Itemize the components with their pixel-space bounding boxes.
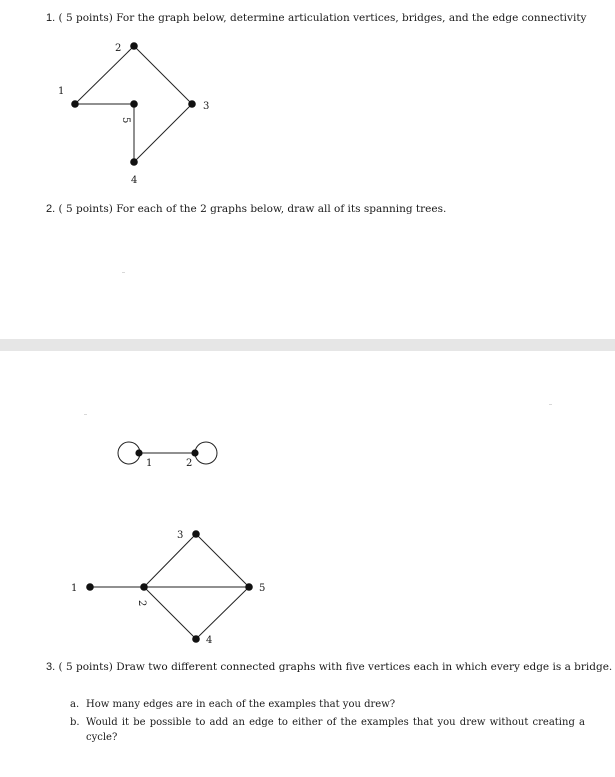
vertex-label-5: 5 xyxy=(120,117,131,124)
question-2-text: ( 5 points) For each of the 2 graphs below, draw all of its spanning trees. xyxy=(58,203,447,215)
edge-2-4 xyxy=(144,587,196,639)
vertex-label-1: 1 xyxy=(58,86,65,97)
edge-4-5 xyxy=(196,587,249,639)
question-1-number: 1. xyxy=(46,12,56,24)
question-2-number: 2. xyxy=(46,203,56,215)
vertex-label-1: 1 xyxy=(71,583,78,594)
vertex-5 xyxy=(245,583,253,591)
vertex-label-2: 2 xyxy=(115,43,122,54)
question-3-text: ( 5 points) Draw two different connected graphs with five vertices each in which every edge is a bridge. xyxy=(58,661,613,673)
vertex-label-5: 5 xyxy=(259,583,266,594)
vertex-3 xyxy=(192,530,200,538)
graph-q2b xyxy=(71,530,265,646)
question-3 xyxy=(46,661,612,673)
vertex-label-3: 3 xyxy=(177,530,184,541)
edge-3-5 xyxy=(196,534,249,587)
subquestion-a-text: How many edges are in each of the examples that you drew? xyxy=(86,699,396,710)
question-3-number: 3. xyxy=(46,661,56,673)
vertex-label-2: 2 xyxy=(186,458,193,469)
edge-2-3 xyxy=(144,534,196,587)
vertex-label-1: 1 xyxy=(146,458,153,469)
graph-q2a xyxy=(118,442,217,469)
subquestion-b xyxy=(70,715,585,745)
vertex-2 xyxy=(140,583,148,591)
vertex-2 xyxy=(191,449,198,456)
vertex-1 xyxy=(135,449,142,456)
vertex-label-4: 4 xyxy=(206,635,213,646)
vertex-label-4: 4 xyxy=(131,175,138,186)
vertex-4 xyxy=(192,635,200,643)
vertex-label-2: 2 xyxy=(136,600,147,607)
vertex-label-3: 3 xyxy=(203,101,210,112)
subquestion-a xyxy=(70,697,585,712)
vertex-1 xyxy=(86,583,94,591)
subquestion-b-letter: b. xyxy=(70,717,80,728)
subquestion-a-letter: a. xyxy=(70,699,80,710)
question-1-text: ( 5 points) For the graph below, determine articulation vertices, bridges, and the edge connectivity xyxy=(58,12,587,24)
subquestion-b-text: Would it be possible to add an edge to either of the examples that you drew without creating a cycle? xyxy=(86,717,585,743)
